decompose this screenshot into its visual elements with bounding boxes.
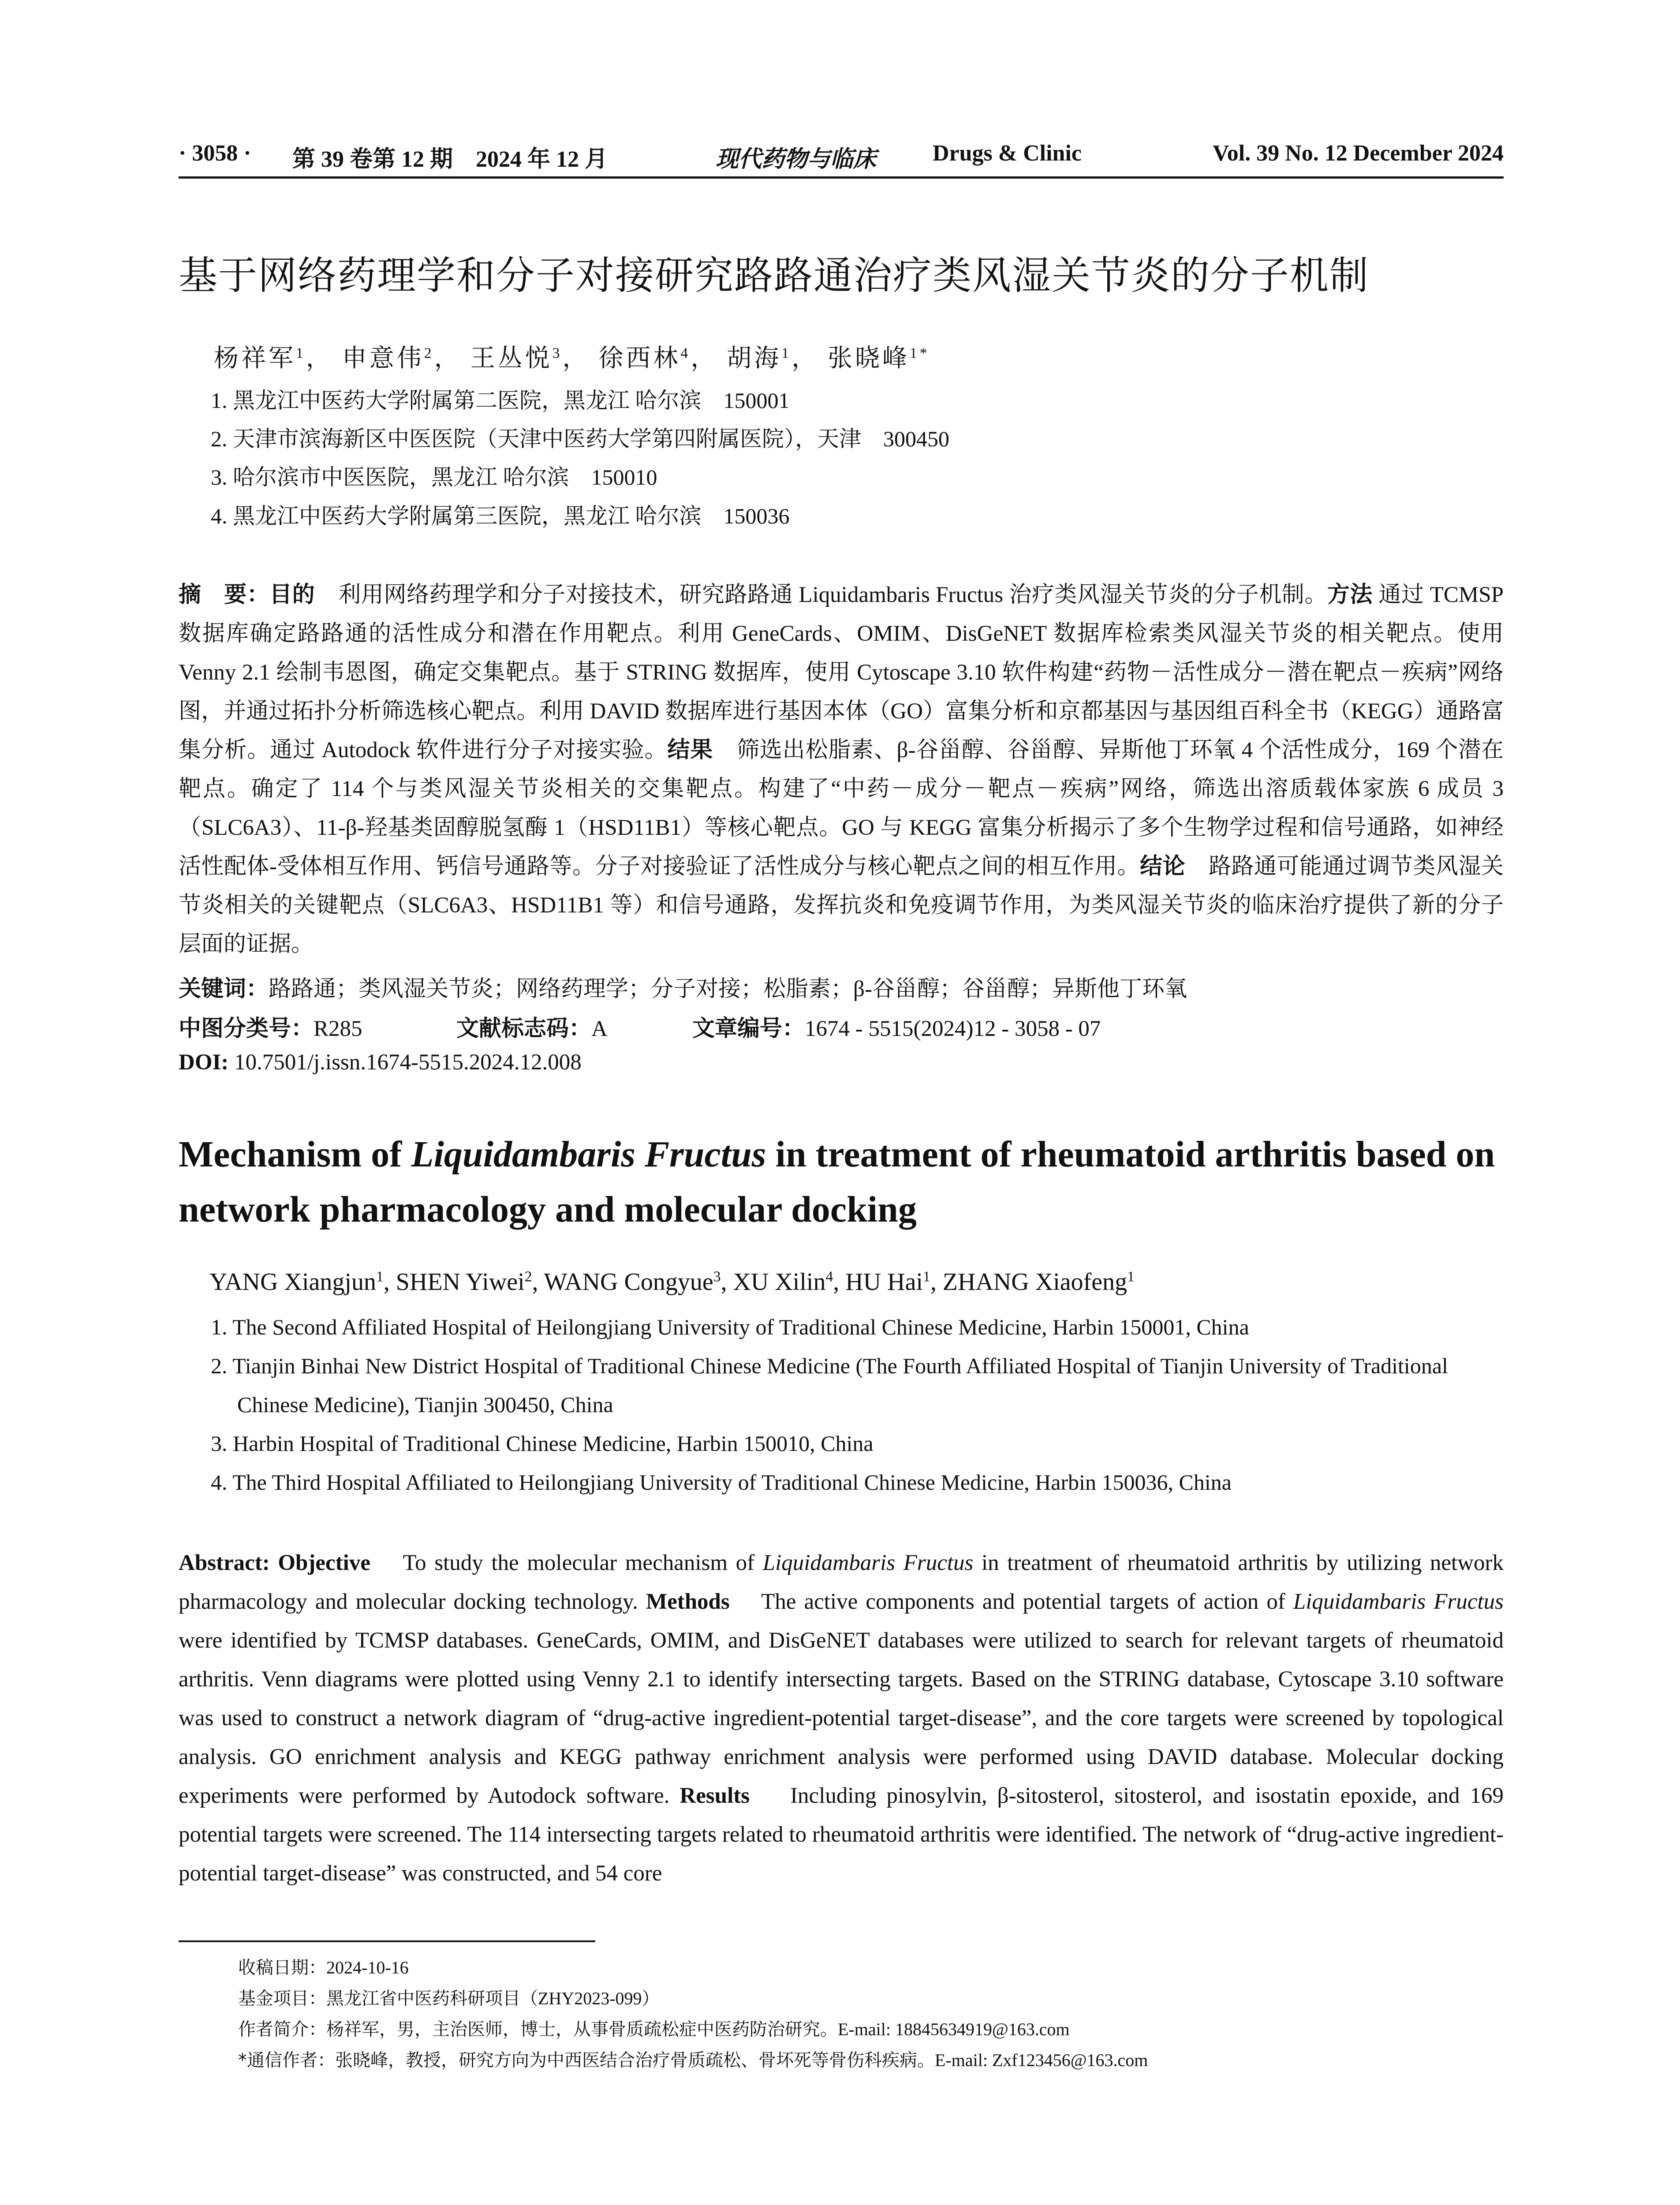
affiliation-en: 2. Tianjin Binhai New District Hospital of Traditional Chinese Medicine (The Fourth Affiliated Hospital of Tianjin University of Traditional Chinese Medicine), Tianjin 300450, China: [211, 1353, 1448, 1417]
clc-label: 中图分类号：: [179, 1016, 314, 1042]
author-affiliation-mark: 2: [524, 1268, 532, 1285]
author-name: 徐西林: [598, 345, 681, 372]
results-label: 结果: [667, 737, 713, 763]
affiliation-en: 3. Harbin Hospital of Traditional Chinese Medicine, Harbin 150010, China: [211, 1431, 874, 1456]
author-name: HU Hai: [845, 1268, 923, 1296]
keywords: 路路通；类风湿关节炎；网络药理学；分子对接；松脂素；β-谷甾醇；谷甾醇；异斯他丁环氧: [269, 977, 1187, 1002]
journal-name-en: Drugs & Clinic: [933, 141, 1082, 166]
footnote-rule: [179, 1940, 595, 1942]
author-name: SHEN Yiwei: [396, 1268, 525, 1296]
footnote-author-bio: [238, 2015, 1070, 2041]
author-affiliation-mark: 1: [296, 345, 306, 362]
objective-text: To study the molecular mechanism of: [403, 1551, 763, 1575]
abstract-cn: [179, 576, 1504, 964]
doi-label: DOI:: [179, 1050, 229, 1075]
article-title-en: [179, 1127, 1504, 1237]
methods-text: The active components and potential targets of action of: [761, 1589, 1293, 1614]
author-name: XU Xilin: [733, 1268, 826, 1296]
conclusion-text: 路路通可能通过调节类风湿关节炎相关的关键靶点（SLC6A3、HSD11B1 等）和信号通路，发挥抗炎和免疫调节作用，为类风湿关节炎的临床治疗提供了新的分子层面的证据。: [179, 854, 1504, 957]
author-affiliation-mark: 1: [781, 345, 791, 362]
article-title-cn: 基于网络药理学和分子对接研究路路通治疗类风湿关节炎的分子机制: [179, 253, 1370, 298]
page-number: · 3058 ·: [179, 141, 251, 166]
author-affiliation-mark: 1: [923, 1268, 930, 1285]
author-affiliation-mark: 2: [424, 345, 434, 362]
footnote-label: 基金项目：: [238, 1988, 326, 2009]
author-affiliation-mark: 3: [713, 1268, 721, 1285]
methods-italic: Liquidambaris Fructus: [1293, 1589, 1504, 1614]
author-name: 申意伟: [342, 345, 424, 372]
header-rule: [179, 176, 1504, 179]
conclusion-label: 结论: [1140, 853, 1186, 879]
author-name: 杨祥军: [214, 345, 296, 372]
results-label: Results: [679, 1783, 750, 1808]
author-name: ZHANG Xiaofeng: [942, 1268, 1127, 1296]
author-affiliation-mark: 4: [680, 345, 691, 362]
affiliation-cn: 2. 天津市滨海新区中医医院（天津中医药大学第四附属医院），天津 300450: [211, 426, 949, 451]
title-italic-part: Liquidambaris Fructus: [411, 1134, 766, 1175]
footnote-funding: [238, 1984, 660, 2010]
author-name: WANG Congyue: [544, 1268, 713, 1296]
author-list-cn: 杨祥军$^1$， 申意伟$^2$， 王丛悦$^3$， 徐西林$^4$， 胡海$^1$， 张晓峰$^{1*}$: [214, 345, 930, 372]
title-part: in treatment of rheumatoid arthritis based on network pharmacology and molecular docking: [179, 1134, 1495, 1230]
results-text: 筛选出松脂素、β-谷甾醇、谷甾醇、异斯他丁环氧 4 个活性成分，169 个潜在靶点。确定了 114 个与类风湿关节炎相关的交集靶点。构建了“中药－成分－靶点－疾病”网络，筛选出溶质载体家族 6 成员 3（SLC6A3）、11-β-羟基类固醇脱氢酶 1（HSD11B1）等核心靶点。GO 与 KEGG 富集分析揭示了多个生物学过程和信号通路，如神经活性配体-受体相互作用、钙信号通路等。分子对接验证了活性成分与核心靶点之间的相互作用。: [179, 738, 1504, 879]
doi-line[interactable]: [179, 1050, 582, 1075]
footnote-text: 黑龙江省中医药科研项目（ZHY2023-099）: [326, 1988, 660, 2008]
affiliation-cn: 4. 黑龙江中医药大学附属第三医院，黑龙江 哈尔滨 150036: [211, 504, 790, 528]
author-affiliation-mark: 3: [552, 345, 563, 362]
author-affiliation-mark: 1: [1127, 1268, 1135, 1285]
footnote-text: 张晓峰，教授，研究方向为中西医结合治疗骨质疏松、骨坏死等骨伤科疾病。E-mail: Zxf123456@163.com: [335, 2050, 1148, 2070]
doc-code-value: A: [591, 1017, 608, 1041]
title-part: Mechanism of: [179, 1134, 411, 1175]
classification-line: [179, 1010, 362, 1043]
abstract-label: 摘 要：: [179, 582, 270, 608]
doc-code-line: [456, 1010, 608, 1043]
volume-en: Vol. 39 No. 12 December 2024: [1212, 141, 1504, 166]
footnote-text: 杨祥军，男，主治医师，博士，从事骨质疏松症中医药防治研究。E-mail: 18845634919@163.com: [326, 2019, 1070, 2039]
objective-text: in treatment of rheumatoid arthritis by utilizing network pharmacology and molecular docking technology.: [179, 1551, 1504, 1614]
author-affiliation-mark: 4: [825, 1268, 833, 1285]
keywords-label: 关键词：: [179, 976, 269, 1002]
clc-value: R285: [314, 1017, 362, 1041]
objective-italic: Liquidambaris Fructus: [762, 1551, 974, 1575]
author-name: 胡海: [727, 345, 782, 372]
article-number-line: [692, 1010, 1101, 1043]
abstract-objective-label: Abstract: Objective: [179, 1551, 370, 1575]
footnote-label: 收稿日期：: [238, 1958, 326, 1978]
methods-text: were identified by TCMSP databases. GeneCards, OMIM, and DisGeNET databases were utilized to search for relevant targets of rheumatoid arthritis. Venn diagrams were plotted using Venny 2.1 to identify intersecting targets. Based on the STRING database, Cytoscape 3.10 software was used to construct a network diagram of “drug-active ingredient-potential target-disease”, and the core targets were screened by topological analysis. GO enrichment analysis and KEGG pathway enrichment analysis were performed using DAVID database. Molecular docking experiments were performed by Autodock software.: [179, 1628, 1504, 1808]
article-number-label: 文章编号：: [692, 1016, 805, 1042]
abstract-en: [179, 1544, 1504, 1893]
objective-text: 利用网络药理学和分子对接技术，研究路路通 Liquidambaris Fructus 治疗类风湿关节炎的分子机制。: [338, 583, 1327, 607]
objective-label: 目的: [269, 582, 315, 608]
results-text: Including pinosylvin, β-sitosterol, sitosterol, and isostatin epoxide, and 169 potential targets were screened. The 114 intersecting targets related to rheumatoid arthritis were identified. The network of “drug-active ingredient-potential target-disease” was constructed, and 54 core: [179, 1783, 1504, 1886]
footnote-text: 2024-10-16: [326, 1958, 409, 1977]
doc-code-label: 文献标志码：: [456, 1016, 592, 1042]
running-header: [179, 140, 1504, 180]
keywords-line-cn: [179, 970, 1187, 1003]
author-name: YANG Xiangjun: [209, 1268, 376, 1296]
journal-name-cn: 现代药物与临床: [716, 146, 877, 172]
footnote-label: *通信作者：: [238, 2050, 335, 2070]
footnote-label: 作者简介：: [238, 2019, 326, 2040]
author-affiliation-mark: 1: [376, 1268, 384, 1285]
author-list-en: YANG Xiangjun$^1$, SHEN Yiwei$^2$, WANG Congyue$^3$, XU Xilin$^4$, HU Hai$^1$, ZHANG Xiaofeng$^1$: [209, 1268, 1135, 1296]
affiliation-en: 1. The Second Affiliated Hospital of Heilongjiang University of Traditional Chinese Medicine, Harbin 150001, China: [211, 1315, 1249, 1339]
affiliation-cn: 1. 黑龙江中医药大学附属第二医院，黑龙江 哈尔滨 150001: [211, 388, 790, 413]
volume-cn: 第 39 卷第 12 期 2024 年 12 月: [292, 147, 608, 172]
methods-text: 通过 TCMSP 数据库确定路路通的活性成分和潜在作用靶点。利用 GeneCards、OMIM、DisGeNET 数据库检索类风湿关节炎的相关靶点。使用 Venny 2.1 绘制韦恩图，确定交集靶点。基于 STRING 数据库，使用 Cytoscape 3.10 软件构建“药物－活性成分－潜在靶点－疾病”网络图，并通过拓扑分析筛选核心靶点。利用 DAVID 数据库进行基因本体（GO）富集分析和京都基因与基因组百科全书（KEGG）通路富集分析。通过 Autodock 软件进行分子对接实验。: [179, 583, 1504, 762]
author-name: 张晓峰: [827, 345, 910, 372]
article-number-value: 1674 - 5515(2024)12 - 3058 - 07: [805, 1017, 1101, 1041]
methods-label: 方法: [1327, 582, 1373, 608]
footnote-received: [238, 1954, 409, 1979]
footnote-corresponding-author: [238, 2046, 1148, 2071]
affiliation-cn: 3. 哈尔滨市中医医院，黑龙江 哈尔滨 150010: [211, 465, 657, 490]
author-affiliation-mark: 1*: [909, 345, 930, 362]
methods-label: Methods: [646, 1589, 730, 1614]
affiliation-en: 4. The Third Hospital Affiliated to Heilongjiang University of Traditional Chinese Medicine, Harbin 150036, China: [211, 1470, 1232, 1495]
doi-value[interactable]: 10.7501/j.issn.1674-5515.2024.12.008: [234, 1050, 582, 1075]
author-name: 王丛悦: [470, 345, 553, 372]
